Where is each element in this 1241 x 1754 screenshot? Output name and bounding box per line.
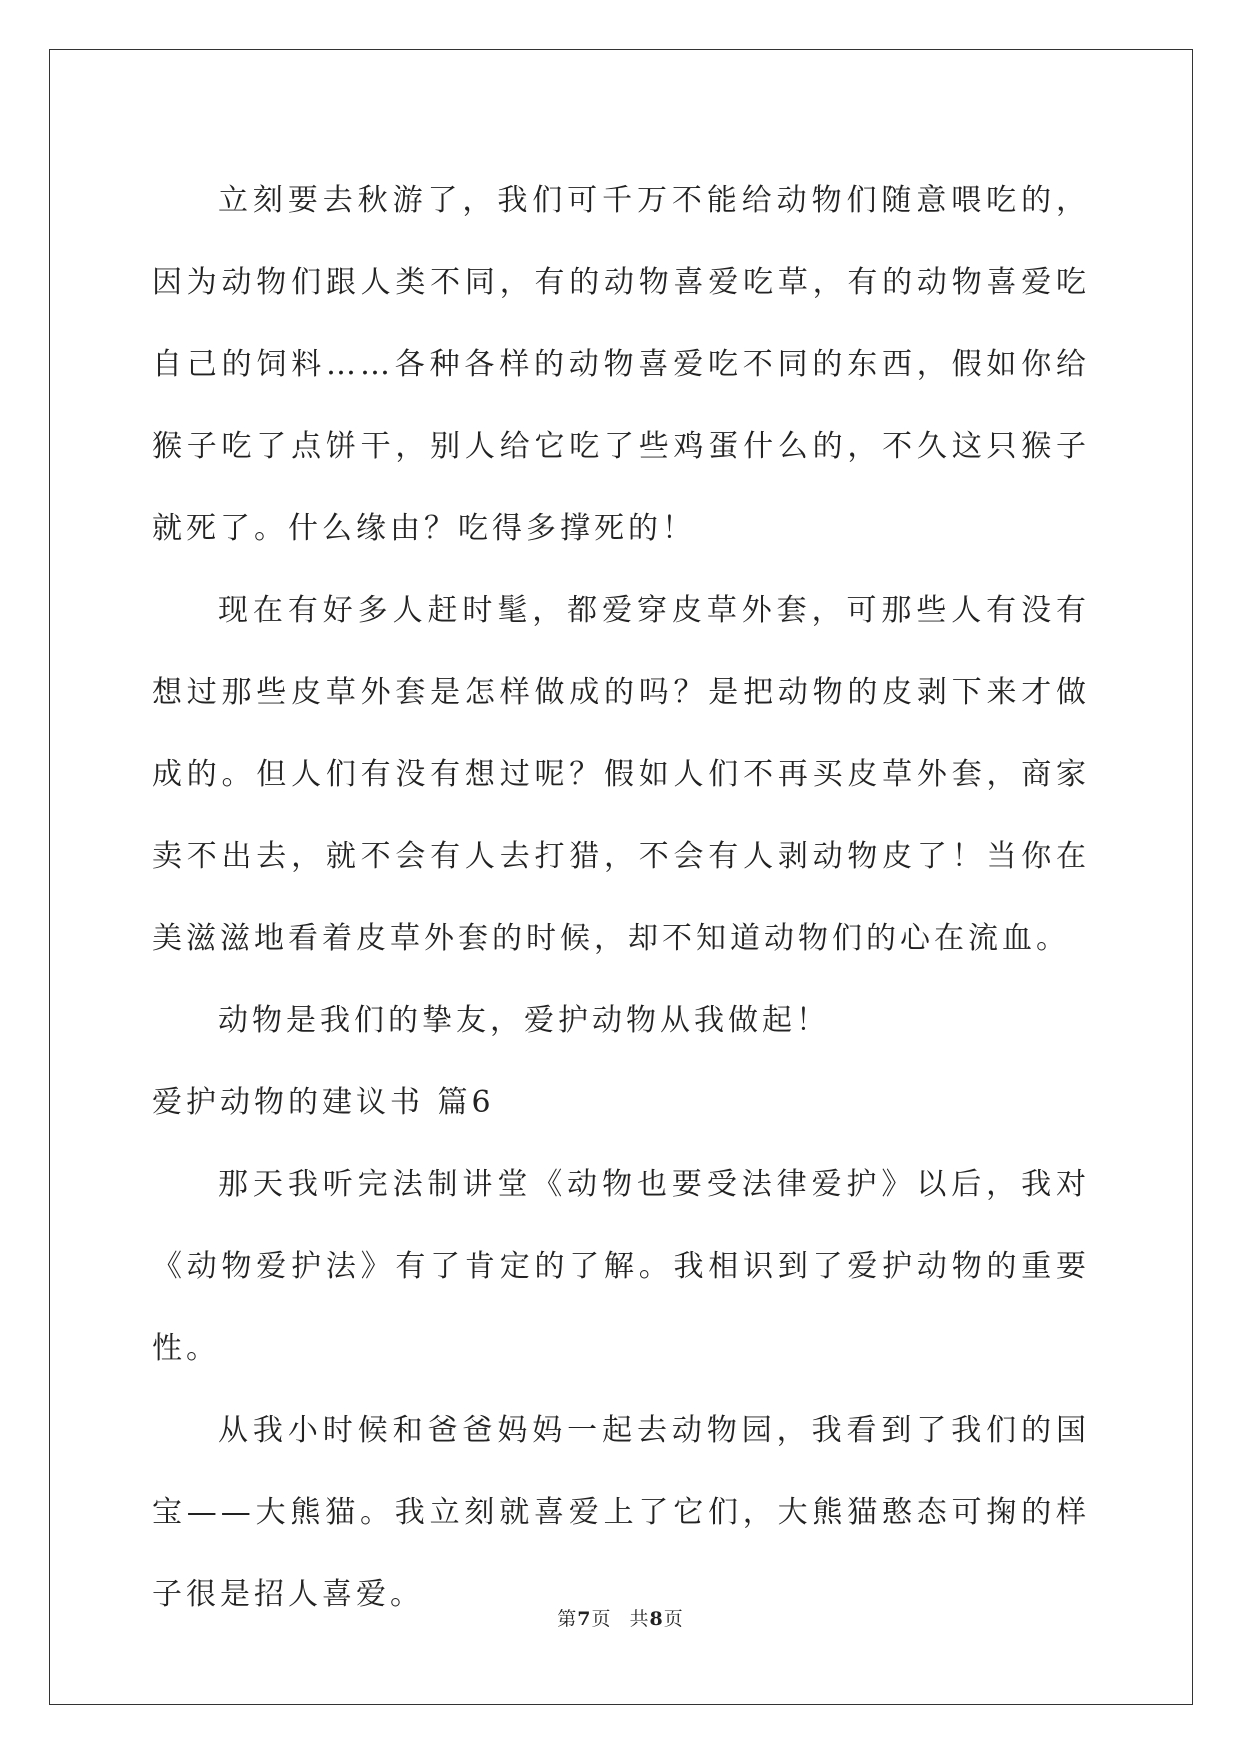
footer-total-prefix: 共 [629, 1608, 650, 1630]
paragraph: 现在有好多人赶时髦，都爱穿皮草外套，可那些人有没有想过那些皮草外套是怎样做成的吗？是把动物的皮剥下来才做成的。但人们有没有想过呢？假如人们不再买皮草外套，商家卖不出去，就不会有人去打猎，不会有人剥动物皮了！当你在美滋滋地看着皮草外套的时候，却不知道动物们的心在流血。 [152, 593, 1090, 956]
footer-page-unit: 页 [591, 1608, 612, 1630]
total-pages-number: 8 [649, 1608, 664, 1630]
current-page-number: 7 [577, 1608, 592, 1630]
paragraph: 从我小时候和爸爸妈妈一起去动物园，我看到了我们的国宝——大熊猫。我立刻就喜爱上了它们，大熊猫憨态可掬的样子很是招人喜爱。 [152, 1413, 1090, 1612]
paragraph: 那天我听完法制讲堂《动物也要受法律爱护》以后，我对《动物爱护法》有了肯定的了解。我相识到了爱护动物的重要性。 [152, 1167, 1090, 1366]
document-body [152, 160, 1090, 1636]
footer-total-unit: 页 [663, 1608, 684, 1630]
section-heading: 爱护动物的建议书 篇6 [152, 1085, 495, 1120]
footer-prefix: 第 [557, 1608, 578, 1630]
page-footer [0, 1604, 1241, 1631]
paragraph: 立刻要去秋游了，我们可千万不能给动物们随意喂吃的，因为动物们跟人类不同，有的动物喜爱吃草，有的动物喜爱吃自己的饲料……各种各样的动物喜爱吃不同的东西，假如你给猴子吃了点饼干，别人给它吃了些鸡蛋什么的，不久这只猴子就死了。什么缘由？吃得多撑死的！ [152, 183, 1090, 546]
paragraph: 动物是我们的挚友，爱护动物从我做起！ [218, 1003, 830, 1038]
